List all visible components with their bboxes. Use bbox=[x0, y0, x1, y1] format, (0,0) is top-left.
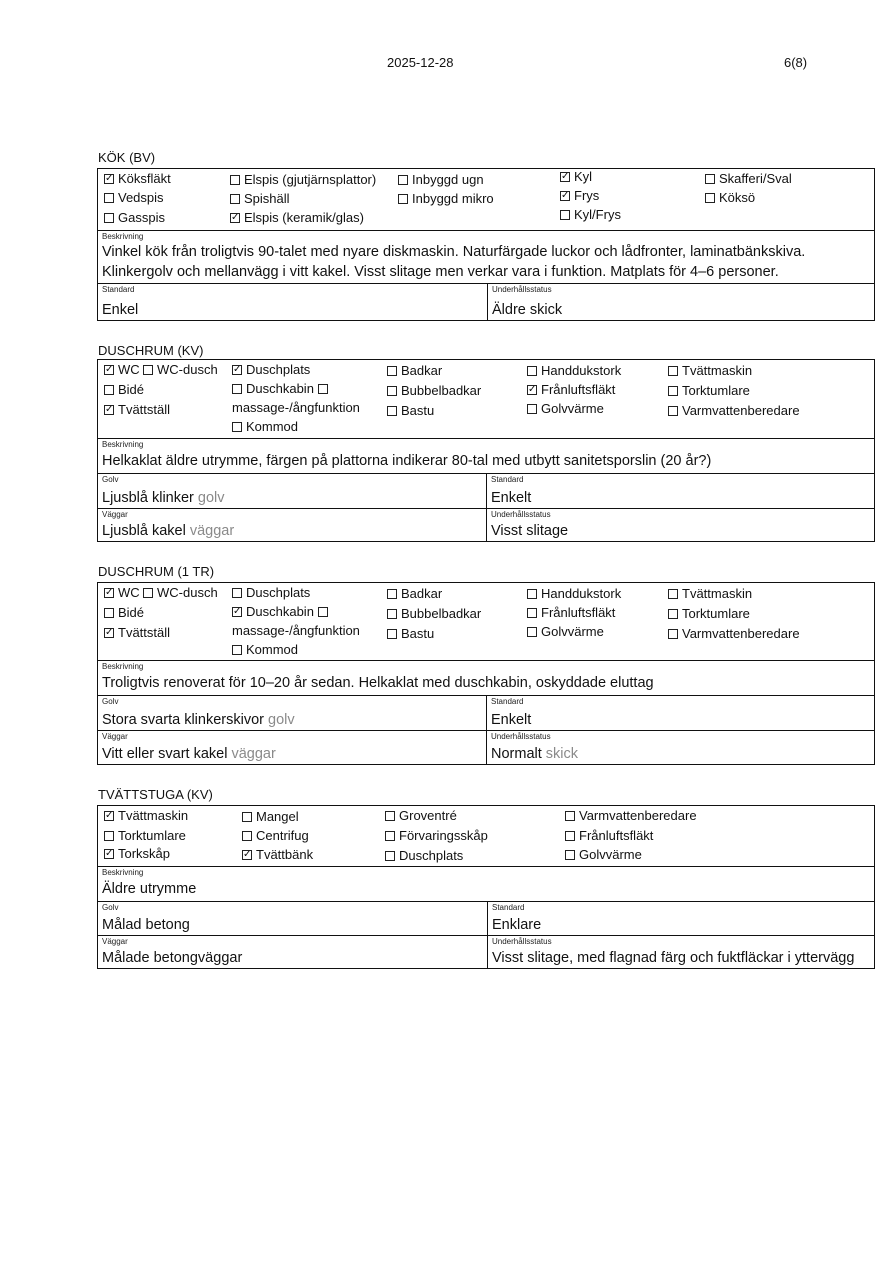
maintenance-value: Normalt skick bbox=[491, 746, 579, 762]
description-label: Beskrivning bbox=[102, 662, 144, 671]
standard-row bbox=[98, 283, 874, 320]
unchecked-box-icon[interactable] bbox=[387, 406, 397, 416]
section-title: DUSCHRUM (KV) bbox=[98, 343, 204, 358]
walls-cell bbox=[98, 509, 486, 541]
checkbox-item[interactable] bbox=[104, 585, 140, 601]
standard-label: Standard bbox=[491, 697, 524, 706]
walls-value: Målade betongväggar bbox=[102, 950, 243, 966]
checkbox-label: Torktumlare bbox=[118, 828, 186, 843]
checkbox-item[interactable] bbox=[104, 171, 171, 187]
walls-label: Väggar bbox=[102, 732, 128, 741]
floor-cell bbox=[98, 696, 486, 730]
checkbox-item[interactable] bbox=[143, 585, 218, 601]
checkbox-item[interactable] bbox=[560, 188, 599, 204]
checkbox-item[interactable] bbox=[104, 382, 144, 398]
checkbox-item[interactable] bbox=[527, 363, 621, 379]
unchecked-box-icon[interactable] bbox=[668, 366, 678, 376]
checkbox-label: Tvättmaskin bbox=[118, 808, 189, 823]
checkbox-item[interactable] bbox=[387, 383, 481, 399]
unchecked-box-icon[interactable] bbox=[232, 645, 242, 655]
unchecked-box-icon[interactable] bbox=[668, 406, 678, 416]
floor-value: Stora svarta klinkerskivor golv bbox=[102, 712, 295, 728]
unchecked-box-icon[interactable] bbox=[318, 607, 328, 617]
checkbox-item[interactable] bbox=[242, 847, 313, 863]
checkbox-item[interactable] bbox=[387, 626, 434, 642]
checkbox-item[interactable] bbox=[560, 169, 592, 185]
checkbox-label: WC-dusch bbox=[157, 362, 218, 377]
checkbox-label: Kyl/Frys bbox=[574, 207, 621, 222]
checkbox-label: Spishäll bbox=[244, 191, 290, 206]
checkbox-label: Mangel bbox=[256, 809, 299, 824]
checkbox-item[interactable] bbox=[668, 383, 750, 399]
standard-cell bbox=[487, 902, 874, 935]
checkbox-label: Duschplats bbox=[399, 848, 464, 863]
description-row bbox=[98, 866, 874, 901]
checkbox-item[interactable] bbox=[387, 586, 442, 602]
checked-box-icon[interactable] bbox=[232, 365, 242, 375]
maintenance-cell bbox=[487, 284, 874, 320]
checkbox-item[interactable] bbox=[668, 606, 750, 622]
unchecked-box-icon[interactable] bbox=[232, 588, 242, 598]
checkbox-label: Golvvärme bbox=[541, 624, 604, 639]
walls-value: Ljusblå kakel väggar bbox=[102, 523, 235, 539]
unchecked-box-icon[interactable] bbox=[242, 812, 252, 822]
checkbox-label: Bidé bbox=[118, 605, 145, 620]
walls-cell bbox=[98, 936, 487, 968]
unchecked-box-icon[interactable] bbox=[527, 608, 537, 618]
maintenance-cell bbox=[487, 936, 874, 968]
unchecked-box-icon[interactable] bbox=[387, 589, 397, 599]
checkbox-label: massage-/ångfunktion bbox=[232, 623, 360, 638]
checkbox-item[interactable] bbox=[705, 171, 792, 187]
checkbox-label: Elspis (gjutjärnsplattor) bbox=[244, 172, 377, 187]
maintenance-value: Visst slitage, med flagnad färg och fuktfläckar i yttervägg bbox=[492, 950, 855, 966]
walls-row bbox=[98, 730, 874, 764]
section-box bbox=[97, 168, 875, 321]
description-line-2: Klinkergolv och mellanvägg i vitt kakel. Visst slitage men verkar vara i funktion. Matplats för 4–6 personer. bbox=[102, 264, 779, 280]
unchecked-box-icon[interactable] bbox=[565, 811, 575, 821]
checkbox-label: WC-dusch bbox=[157, 585, 218, 600]
unchecked-box-icon[interactable] bbox=[385, 831, 395, 841]
floor-row bbox=[98, 901, 874, 935]
walls-value: Vitt eller svart kakel väggar bbox=[102, 746, 276, 762]
floor-cell bbox=[98, 474, 486, 508]
section-title: TVÄTTSTUGA (KV) bbox=[98, 787, 213, 802]
checkbox-item[interactable] bbox=[104, 808, 188, 824]
description-row bbox=[98, 230, 874, 283]
unchecked-box-icon[interactable] bbox=[565, 850, 575, 860]
unchecked-box-icon[interactable] bbox=[398, 175, 408, 185]
checkbox-item[interactable] bbox=[230, 191, 290, 207]
checkbox-label: Golvvärme bbox=[579, 847, 642, 862]
checkbox-item[interactable] bbox=[385, 848, 463, 864]
checkbox-label: Frånluftsfläkt bbox=[541, 382, 616, 397]
checkbox-label: Elspis (keramik/glas) bbox=[244, 210, 364, 225]
description-row bbox=[98, 660, 874, 695]
checkbox-item[interactable] bbox=[527, 382, 615, 398]
checkbox-item[interactable] bbox=[232, 419, 298, 435]
checked-box-icon[interactable] bbox=[104, 588, 114, 598]
unchecked-box-icon[interactable] bbox=[527, 404, 537, 414]
description-row bbox=[98, 438, 874, 473]
maintenance-label: Underhållsstatus bbox=[492, 937, 552, 946]
checkbox-label: Vedspis bbox=[118, 190, 164, 205]
checkbox-label: Varmvattenberedare bbox=[682, 626, 800, 641]
checkbox-label: Tvättmaskin bbox=[682, 586, 753, 601]
unchecked-box-icon[interactable] bbox=[527, 366, 537, 376]
checkbox-label: Köksfläkt bbox=[118, 171, 171, 186]
checkbox-item[interactable] bbox=[565, 847, 642, 863]
checkbox-label: Köksö bbox=[719, 190, 756, 205]
checkbox-label: Groventré bbox=[399, 808, 457, 823]
checkbox-label: Torktumlare bbox=[682, 606, 750, 621]
checkbox-label: Badkar bbox=[401, 363, 443, 378]
maintenance-value: Äldre skick bbox=[492, 302, 563, 318]
checkbox-item[interactable] bbox=[398, 172, 484, 188]
checkbox-label: Tvättmaskin bbox=[682, 363, 753, 378]
description-label: Beskrivning bbox=[102, 868, 144, 877]
floor-row bbox=[98, 695, 874, 730]
checkbox-label: Inbyggd ugn bbox=[412, 172, 484, 187]
checkbox-label: Inbyggd mikro bbox=[412, 191, 494, 206]
unchecked-box-icon[interactable] bbox=[565, 831, 575, 841]
unchecked-box-icon[interactable] bbox=[387, 629, 397, 639]
unchecked-box-icon[interactable] bbox=[104, 831, 114, 841]
checkbox-label: Torktumlare bbox=[682, 383, 750, 398]
standard-label: Standard bbox=[492, 903, 525, 912]
unchecked-box-icon[interactable] bbox=[387, 609, 397, 619]
checkbox-label: Kyl bbox=[574, 169, 593, 184]
unchecked-box-icon[interactable] bbox=[104, 193, 114, 203]
checkbox-item[interactable] bbox=[668, 403, 800, 419]
section-box bbox=[97, 582, 875, 765]
checkbox-label: Duschplats bbox=[246, 362, 311, 377]
checkbox-label: Handdukstork bbox=[541, 586, 622, 601]
standard-cell bbox=[98, 284, 487, 320]
checkbox-label: Kommod bbox=[246, 419, 299, 434]
checkbox-item[interactable] bbox=[242, 809, 299, 825]
checkbox-item[interactable] bbox=[230, 172, 376, 188]
unchecked-box-icon[interactable] bbox=[232, 422, 242, 432]
checkbox-label: Badkar bbox=[401, 586, 443, 601]
floor-label: Golv bbox=[102, 903, 119, 912]
unchecked-box-icon[interactable] bbox=[143, 365, 153, 375]
checked-box-icon[interactable] bbox=[560, 172, 570, 182]
description-line-1: Vinkel kök från troligtvis 90-talet med nyare diskmaskin. Naturfärgade luckor och lådfronter, laminatbänkskiva. bbox=[102, 244, 806, 260]
checkbox-item[interactable] bbox=[527, 401, 604, 417]
walls-row bbox=[98, 508, 874, 541]
unchecked-box-icon[interactable] bbox=[230, 194, 240, 204]
checkbox-label: Duschkabin bbox=[246, 381, 314, 396]
checkbox-item[interactable] bbox=[143, 362, 218, 378]
checkbox-item[interactable] bbox=[398, 191, 494, 207]
floor-cell bbox=[98, 902, 487, 935]
unchecked-box-icon[interactable] bbox=[398, 194, 408, 204]
maintenance-cell bbox=[486, 731, 874, 764]
checkbox-label: Varmvattenberedare bbox=[579, 808, 697, 823]
checkbox-item[interactable] bbox=[232, 362, 310, 378]
standard-label: Standard bbox=[102, 285, 135, 294]
maintenance-label: Underhållsstatus bbox=[491, 732, 551, 741]
checkbox-label: Bastu bbox=[401, 403, 435, 418]
floor-row bbox=[98, 473, 874, 508]
maintenance-label: Underhållsstatus bbox=[491, 510, 551, 519]
walls-label: Väggar bbox=[102, 937, 128, 946]
checked-box-icon[interactable] bbox=[242, 850, 252, 860]
standard-value: Enkelt bbox=[491, 712, 532, 728]
floor-value: Ljusblå klinker golv bbox=[102, 490, 225, 506]
unchecked-box-icon[interactable] bbox=[387, 386, 397, 396]
checkbox-label: Handdukstork bbox=[541, 363, 622, 378]
description-label: Beskrivning bbox=[102, 232, 144, 241]
checkbox-item[interactable] bbox=[232, 642, 298, 658]
checkbox-item[interactable] bbox=[232, 623, 360, 639]
checkbox-item[interactable] bbox=[560, 207, 621, 223]
checkbox-item[interactable] bbox=[387, 403, 434, 419]
walls-row bbox=[98, 935, 874, 968]
checkbox-label: Varmvattenberedare bbox=[682, 403, 800, 418]
walls-cell bbox=[98, 731, 486, 764]
checkbox-label: Frys bbox=[574, 188, 600, 203]
standard-cell bbox=[486, 474, 874, 508]
checkbox-item[interactable] bbox=[104, 190, 164, 206]
checkbox-label: Centrifug bbox=[256, 828, 309, 843]
checkbox-label: Bastu bbox=[401, 626, 435, 641]
checkbox-label: Bubbelbadkar bbox=[401, 606, 482, 621]
standard-cell bbox=[486, 696, 874, 730]
checkbox-label: Skafferi/Sval bbox=[719, 171, 792, 186]
checkbox-label: Bidé bbox=[118, 382, 145, 397]
unchecked-box-icon[interactable] bbox=[230, 175, 240, 185]
checked-box-icon[interactable] bbox=[104, 365, 114, 375]
checkbox-item[interactable] bbox=[385, 828, 488, 844]
checkbox-label: Kommod bbox=[246, 642, 299, 657]
checkbox-label: Frånluftsfläkt bbox=[541, 605, 616, 620]
checkbox-item[interactable] bbox=[104, 828, 186, 844]
checkbox-label: WC bbox=[118, 362, 140, 377]
unchecked-box-icon[interactable] bbox=[385, 851, 395, 861]
checkbox-label: WC bbox=[118, 585, 140, 600]
checkbox-item[interactable] bbox=[668, 363, 752, 379]
section-box bbox=[97, 805, 875, 969]
checkbox-item[interactable] bbox=[527, 624, 604, 640]
checkbox-label: Duschkabin bbox=[246, 604, 314, 619]
walls-label: Väggar bbox=[102, 510, 128, 519]
checked-box-icon[interactable] bbox=[232, 607, 242, 617]
unchecked-box-icon[interactable] bbox=[104, 385, 114, 395]
checkbox-label: Tvättställ bbox=[118, 402, 171, 417]
checkbox-label: Frånluftsfläkt bbox=[579, 828, 654, 843]
checkbox-item[interactable] bbox=[232, 604, 332, 620]
checked-box-icon[interactable] bbox=[230, 213, 240, 223]
checkbox-item[interactable] bbox=[527, 586, 621, 602]
header-date: 2025-12-28 bbox=[387, 55, 454, 70]
floor-value: Målad betong bbox=[102, 917, 190, 933]
unchecked-box-icon[interactable] bbox=[527, 589, 537, 599]
floor-label: Golv bbox=[102, 475, 119, 484]
unchecked-box-icon[interactable] bbox=[668, 629, 678, 639]
checked-box-icon[interactable] bbox=[527, 385, 537, 395]
standard-value: Enklare bbox=[492, 917, 542, 933]
checkbox-item[interactable] bbox=[104, 846, 170, 862]
checkbox-item[interactable] bbox=[565, 828, 653, 844]
unchecked-box-icon[interactable] bbox=[705, 174, 715, 184]
checked-box-icon[interactable] bbox=[104, 174, 114, 184]
maintenance-value: Visst slitage bbox=[491, 523, 569, 539]
checked-box-icon[interactable] bbox=[104, 405, 114, 415]
unchecked-box-icon[interactable] bbox=[668, 589, 678, 599]
description-label: Beskrivning bbox=[102, 440, 144, 449]
checked-box-icon[interactable] bbox=[104, 811, 114, 821]
floor-label: Golv bbox=[102, 697, 119, 706]
unchecked-box-icon[interactable] bbox=[527, 627, 537, 637]
checked-box-icon[interactable] bbox=[104, 849, 114, 859]
checkbox-item[interactable] bbox=[104, 362, 140, 378]
checkbox-label: massage-/ångfunktion bbox=[232, 400, 360, 415]
unchecked-box-icon[interactable] bbox=[668, 609, 678, 619]
unchecked-box-icon[interactable] bbox=[560, 210, 570, 220]
checkbox-label: Bubbelbadkar bbox=[401, 383, 482, 398]
section-title: KÖK (BV) bbox=[98, 150, 156, 165]
unchecked-box-icon[interactable] bbox=[705, 193, 715, 203]
checkbox-item[interactable] bbox=[385, 808, 457, 824]
unchecked-box-icon[interactable] bbox=[318, 384, 328, 394]
checkbox-label: Duschplats bbox=[246, 585, 311, 600]
checkbox-label: Förvaringsskåp bbox=[399, 828, 488, 843]
checkbox-item[interactable] bbox=[230, 210, 364, 226]
checkbox-item[interactable] bbox=[242, 828, 309, 844]
unchecked-box-icon[interactable] bbox=[385, 811, 395, 821]
unchecked-box-icon[interactable] bbox=[232, 384, 242, 394]
standard-label: Standard bbox=[491, 475, 524, 484]
maintenance-label: Underhållsstatus bbox=[492, 285, 552, 294]
checkbox-item[interactable] bbox=[387, 363, 442, 379]
standard-value: Enkelt bbox=[491, 490, 532, 506]
description-text: Äldre utrymme bbox=[102, 881, 197, 897]
checkbox-item[interactable] bbox=[104, 605, 144, 621]
checkbox-item[interactable] bbox=[232, 381, 332, 397]
checkbox-label: Torkskåp bbox=[118, 846, 171, 861]
unchecked-box-icon[interactable] bbox=[143, 588, 153, 598]
maintenance-cell bbox=[486, 509, 874, 541]
checkbox-item[interactable] bbox=[232, 585, 310, 601]
checkbox-label: Tvättställ bbox=[118, 625, 171, 640]
checkbox-label: Gasspis bbox=[118, 210, 165, 225]
section-box bbox=[97, 359, 875, 542]
unchecked-box-icon[interactable] bbox=[387, 366, 397, 376]
unchecked-box-icon[interactable] bbox=[242, 831, 252, 841]
checkbox-item[interactable] bbox=[527, 605, 615, 621]
checkbox-item[interactable] bbox=[387, 606, 481, 622]
checkbox-item[interactable] bbox=[232, 400, 360, 416]
checked-box-icon[interactable] bbox=[104, 628, 114, 638]
checked-box-icon[interactable] bbox=[560, 191, 570, 201]
checkbox-item[interactable] bbox=[705, 190, 755, 206]
checkbox-label: Golvvärme bbox=[541, 401, 604, 416]
description-text: Helkaklat äldre utrymme, färgen på plattorna indikerar 80-tal med utbytt sanitetsporslin (20 år?) bbox=[102, 453, 712, 469]
checkbox-item[interactable] bbox=[668, 586, 752, 602]
section-title: DUSCHRUM (1 TR) bbox=[98, 564, 215, 579]
checkbox-item[interactable] bbox=[104, 210, 165, 226]
standard-value: Enkel bbox=[102, 302, 139, 318]
checkbox-item[interactable] bbox=[565, 808, 697, 824]
unchecked-box-icon[interactable] bbox=[668, 386, 678, 396]
page-number: 6(8) bbox=[784, 55, 808, 70]
unchecked-box-icon[interactable] bbox=[104, 608, 114, 618]
checkbox-item[interactable] bbox=[104, 402, 170, 418]
checkbox-item[interactable] bbox=[104, 625, 170, 641]
checkbox-item[interactable] bbox=[668, 626, 800, 642]
description-text: Troligtvis renoverat för 10–20 år sedan. Helkaklat med duschkabin, oskyddade eluttag bbox=[102, 675, 654, 691]
unchecked-box-icon[interactable] bbox=[104, 213, 114, 223]
checkbox-label: Tvättbänk bbox=[256, 847, 314, 862]
